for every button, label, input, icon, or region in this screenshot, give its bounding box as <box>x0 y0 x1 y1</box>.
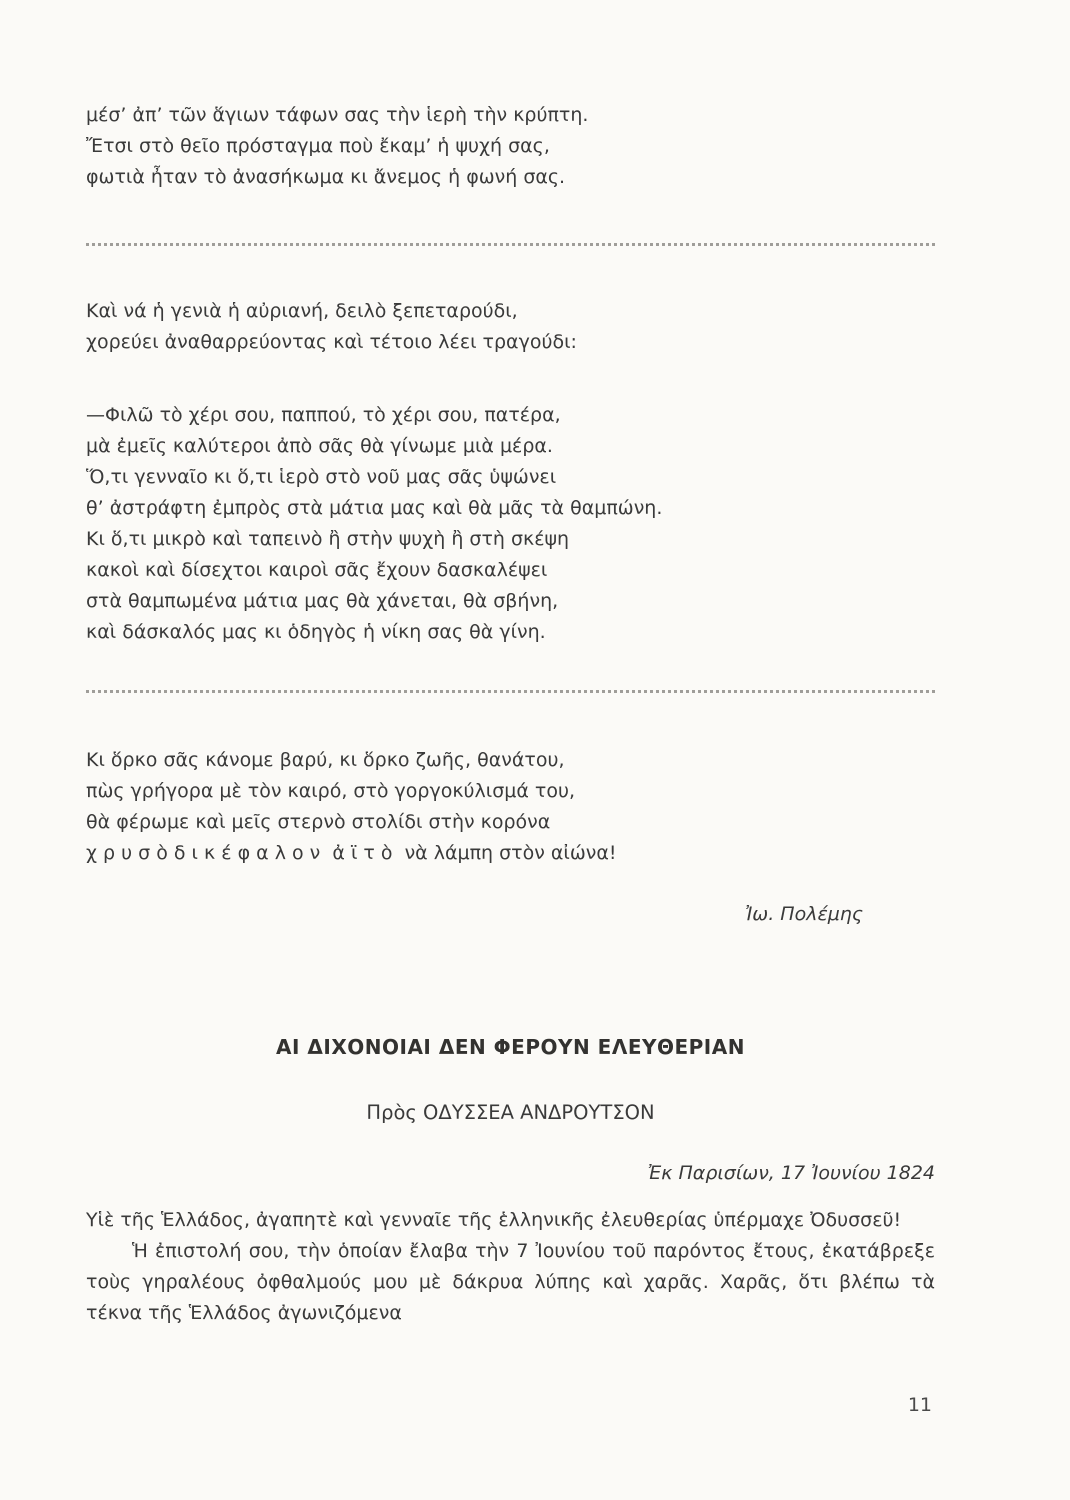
ellipsis-divider <box>86 243 935 246</box>
poem-stanza-2 <box>86 296 935 358</box>
poem-line: Ὅ,τι γενναῖο κι ὅ,τι ἱερὸ στὸ νοῦ μας σᾶς ὑψώνει <box>86 466 557 488</box>
poem-line: Ἔτσι στὸ θεῖο πρόσταγμα ποὺ ἔκαμ’ ἡ ψυχή σας, <box>86 135 550 157</box>
poem-author-signature: Ἰω. Πολέμης <box>745 903 863 925</box>
poem-line: μέσ’ ἀπ’ τῶν ἅγιων τάφων σας τὴν ἱερὴ τὴν κρύπτη. <box>86 104 589 126</box>
letter-dateline: Ἐκ Παρισίων, 17 Ἰουνίου 1824 <box>647 1162 935 1184</box>
section-heading: ΑΙ ΔΙΧΟΝΟΙΑΙ ΔΕΝ ΦΕΡΟΥΝ ΕΛΕΥΘΕΡΙΑΝ <box>276 1035 745 1059</box>
page-number: 11 <box>907 1394 932 1416</box>
poem-line: πὼς γρήγορα μὲ τὸν καιρό, στὸ γοργοκύλισμά του, <box>86 780 576 802</box>
poem-line: χορεύει ἀναθαρρεύοντας καὶ τέτοιο λέει τραγούδι: <box>86 331 577 353</box>
letter-addressee: Πρὸς ΟΔΥΣΣΕΑ ΑΝΔΡΟΥΤΣΟΝ <box>366 1101 655 1124</box>
poem-line: στὰ θαμπωμένα μάτια μας θὰ χάνεται, θὰ σβήνη, <box>86 590 559 612</box>
poem-line: Κι ὅ,τι μικρὸ καὶ ταπεινὸ ἢ στὴν ψυχὴ ἢ στὴ σκέψη <box>86 528 570 550</box>
poem-line: θὰ φέρωμε καὶ μεῖς στερνὸ στολίδι στὴν κορόνα <box>86 811 551 833</box>
poem-stanza-4 <box>86 745 935 869</box>
poem-line: Κι ὅρκο σᾶς κάνομε βαρύ, κι ὅρκο ζωῆς, θανάτου, <box>86 749 565 771</box>
poem-line: φωτιὰ ἦταν τὸ ἀνασήκωμα κι ἄνεμος ἡ φωνή σας. <box>86 166 566 188</box>
poem-line: —Φιλῶ τὸ χέρι σου, παππού, τὸ χέρι σου, πατέρα, <box>86 404 561 426</box>
letter-paragraph: Υἱὲ τῆς Ἑλλάδος, ἀγαπητὲ καὶ γενναῖε τῆς ἑλληνικῆς ἐλευθερίας ὑπέρμαχε Ὀδυσσεῦ! <box>86 1209 902 1231</box>
poem-line: μὰ ἐμεῖς καλύτεροι ἀπὸ σᾶς θὰ γίνωμε μιὰ μέρα. <box>86 435 553 457</box>
poem-stanza-3 <box>86 400 935 648</box>
poem-line: κακοὶ καὶ δίσεχτοι καιροὶ σᾶς ἔχουν δασκαλέψει <box>86 559 548 581</box>
poem-line: Καὶ νά ἡ γενιὰ ἡ αὐριανή, δειλὸ ξεπεταρούδι, <box>86 300 518 322</box>
poem-stanza-1 <box>86 100 935 193</box>
ellipsis-divider <box>86 690 935 693</box>
letter-paragraph: Ἡ ἐπιστολή σου, τὴν ὁποίαν ἔλαβα τὴν 7 Ἰουνίου τοῦ παρόντος ἔτους, ἐκατάβρεξε τοὺς γηραλέους ὀφθαλμούς μου μὲ δάκρυα λύπης καὶ χαρᾶς. Χαρᾶς, ὅτι βλέπω τὰ τέκνα τῆς Ἑλλάδος ἀγωνιζόμενα <box>86 1240 935 1324</box>
poem-line: χ ρ υ σ ὸ δ ι κ έ φ α λ ο ν ἀ ϊ τ ὸ νὰ λάμπη στὸν αἰώνα! <box>86 842 617 864</box>
poem-line: θ’ ἀστράφτη ἐμπρὸς στὰ μάτια μας καὶ θὰ μᾶς τὰ θαμπώνη. <box>86 497 663 519</box>
poem-line: καὶ δάσκαλός μας κι ὁδηγὸς ἡ νίκη σας θὰ γίνη. <box>86 621 546 643</box>
